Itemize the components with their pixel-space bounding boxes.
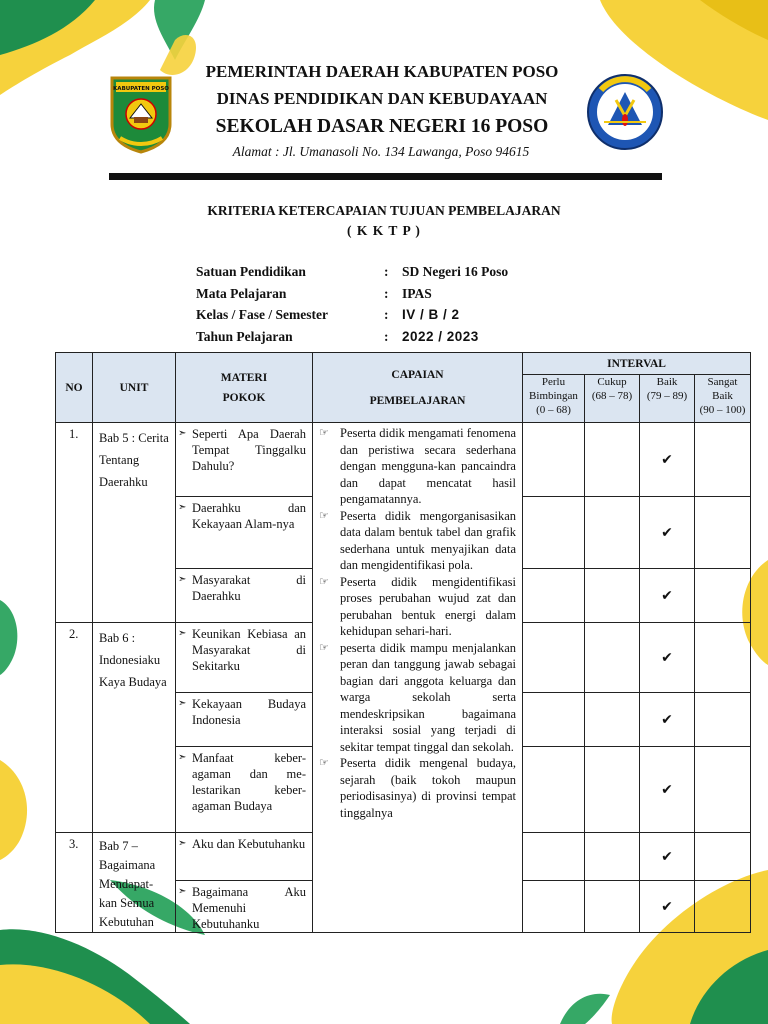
info-label: Mata Pelajaran [196,286,287,301]
materi-text: Keunikan Kebiasa an Masyarakat di Sekitarku [192,627,306,673]
header-sangat-baik [695,375,751,423]
pointing-hand-icon: ☞ [319,757,329,769]
interval-perlu-cell [523,497,585,569]
header-school-name: SEKOLAH DASAR NEGERI 16 POSO [215,116,549,137]
emblem-text: KABUPATEN POSO [113,86,169,92]
interval-cukup-cell [585,569,640,623]
document-title: KRITERIA KETERCAPAIAN TUJUAN PEMBELAJARAN [207,203,561,218]
check-mark-icon: ✔ [640,569,695,623]
header-interval: INTERVAL [523,353,751,375]
header-perlu-bimbingan [523,375,585,423]
header-materi-line1: MATERI [220,371,268,384]
header-capaian-line1: CAPAIAN [391,368,444,381]
materi-text: Kekayaan Budaya Indonesia [192,697,306,727]
capaian-cell [313,423,523,933]
table-row [56,423,751,497]
interval-sangat-cell [695,833,751,881]
header-address: Alamat : Jl. Umanasoli No. 134 Lawanga, Poso 94615 [232,144,530,159]
materi-cell [176,881,313,933]
header-materi [176,353,313,423]
capaian-text: peserta didik mampu menjalankan peran dan tanggung jawab sebagai bagian dari anggota keluarga dan warga sekolah serta mendeskripsikan bagaimana interaksi sosial yang terjadi di sekitar tempat tinggal dan sekolah. [340,640,516,754]
header-cukup-line1: Cukup [597,376,627,388]
info-colon: : [384,329,389,344]
interval-perlu-cell [523,693,585,747]
materi-cell [176,833,313,881]
interval-perlu-cell [523,423,585,497]
check-mark-icon: ✔ [640,623,695,693]
header-materi-line2: POKOK [222,391,266,404]
header-cukup-line2: (68 – 78) [591,390,633,402]
interval-sangat-cell [695,623,751,693]
info-label: Kelas / Fase / Semester [196,307,328,322]
header-perlu-line1: Perlu [541,376,566,388]
arrow-bullet-icon: ➣ [178,428,187,439]
header-capaian [313,353,523,423]
document-subtitle: ( K K T P ) [347,223,421,238]
row-number: 1. [56,423,93,623]
poso-regency-emblem [108,74,174,154]
arrow-bullet-icon: ➣ [178,886,187,897]
interval-sangat-cell [695,881,751,933]
info-label: Satuan Pendidikan [196,264,306,279]
header-baik [640,375,695,423]
info-value: IPAS [402,286,432,301]
materi-text: Bagaimana Aku Memenuhi Kebutuhanku [192,885,306,931]
arrow-bullet-icon: ➣ [178,698,187,709]
header-sangat-line3: (90 – 100) [699,404,746,416]
check-mark-icon: ✔ [640,747,695,833]
materi-text: Aku dan Kebutuhanku [192,837,306,851]
unit-name: Bab 5 : Cerita Tentang Daerahku [93,423,176,623]
interval-perlu-cell [523,623,585,693]
interval-cukup-cell [585,747,640,833]
materi-cell [176,569,313,623]
check-mark-icon: ✔ [640,497,695,569]
check-mark-icon: ✔ [640,423,695,497]
header-no: NO [56,353,93,423]
interval-cukup-cell [585,497,640,569]
materi-cell [176,747,313,833]
pointing-hand-icon: ☞ [319,509,329,522]
interval-perlu-cell [523,881,585,933]
pointing-hand-icon: ☞ [319,641,329,654]
materi-text: Manfaat keber-agaman dan me-lestarikan keber-agaman Budaya [192,751,306,813]
pointing-hand-icon: ☞ [319,575,329,588]
check-mark-icon: ✔ [640,693,695,747]
interval-sangat-cell [695,693,751,747]
info-colon: : [384,286,389,301]
header-perlu-line3: (0 – 68) [536,404,571,416]
row-number: 3. [56,833,93,933]
arrow-bullet-icon: ➣ [178,574,187,585]
unit-name: Bab 6 : Indonesiaku Kaya Budaya [93,623,176,833]
capaian-text: Peserta didik mengorganisasikan data dalam bentuk tabel dan grafik sederhana untuk menyajikan data dan mengidentifikasi pola. [340,508,516,572]
header-government: PEMERINTAH DAERAH KABUPATEN POSO [205,62,559,81]
capaian-text: Peserta didik mengenal budaya, sejarah (baik tokoh maupun periodisasinya) di provinsi tempat tinggalnya [340,756,516,820]
interval-sangat-cell [695,747,751,833]
header-perlu-line2: Bimbingan [529,390,578,402]
info-colon: : [384,307,389,322]
kktp-table [55,352,751,933]
info-value: 2022 / 2023 [402,329,479,344]
materi-text: Daerahku dan Kekayaan Alam-nya [192,501,306,531]
capaian-item [319,755,516,821]
interval-sangat-cell [695,497,751,569]
interval-sangat-cell [695,423,751,497]
header-department: DINAS PENDIDIKAN DAN KEBUDAYAAN [216,89,548,108]
info-value: SD Negeri 16 Poso [402,264,509,279]
unit-name: Bab 7 – Bagaimana Mendapat-kan Semua Kebutuhan [93,833,176,933]
header-divider [109,173,662,180]
tut-wuri-handayani-logo [586,70,664,154]
arrow-bullet-icon: ➣ [178,838,187,849]
arrow-bullet-icon: ➣ [178,628,187,639]
interval-cukup-cell [585,881,640,933]
interval-perlu-cell [523,833,585,881]
header-sangat-line2: Baik [712,390,733,402]
check-mark-icon: ✔ [640,833,695,881]
capaian-text: Peserta didik mengidentifikasi proses perubahan wujud zat dan perubahan bentuk energi dalam kehidupan sehari-hari. [340,574,516,638]
materi-cell [176,497,313,569]
row-number: 2. [56,623,93,833]
interval-perlu-cell [523,569,585,623]
header-sangat-line1: Sangat [707,376,738,388]
info-label: Tahun Pelajaran [196,329,293,344]
info-colon: : [384,264,389,279]
interval-cukup-cell [585,693,640,747]
materi-cell [176,423,313,497]
materi-cell [176,623,313,693]
interval-perlu-cell [523,747,585,833]
header-cukup [585,375,640,423]
pointing-hand-icon: ☞ [319,427,329,439]
check-mark-icon: ✔ [640,881,695,933]
header-baik-line2: (79 – 89) [646,390,688,402]
interval-cukup-cell [585,833,640,881]
capaian-item [319,574,516,640]
materi-text: Seperti Apa Daerah Tempat Tinggalku Dahulu? [192,427,306,473]
info-value: IV / B / 2 [402,307,460,322]
interval-cukup-cell [585,423,640,497]
materi-cell [176,693,313,747]
capaian-item [319,508,516,574]
interval-sangat-cell [695,569,751,623]
capaian-item [319,640,516,756]
materi-text: Masyarakat di Daerahku [192,573,306,603]
header-baik-line1: Baik [656,376,678,388]
capaian-item [319,425,516,508]
interval-cukup-cell [585,623,640,693]
capaian-text: Peserta didik mengamati fenomena dan peristiwa secara sederhana dengan mengguna-kan pancaindra dan dapat mencatat hasil pengamatannya. [340,426,516,506]
arrow-bullet-icon: ➣ [178,502,187,513]
arrow-bullet-icon: ➣ [178,752,187,763]
header-capaian-line2: PEMBELAJARAN [369,394,466,407]
header-unit: UNIT [93,353,176,423]
